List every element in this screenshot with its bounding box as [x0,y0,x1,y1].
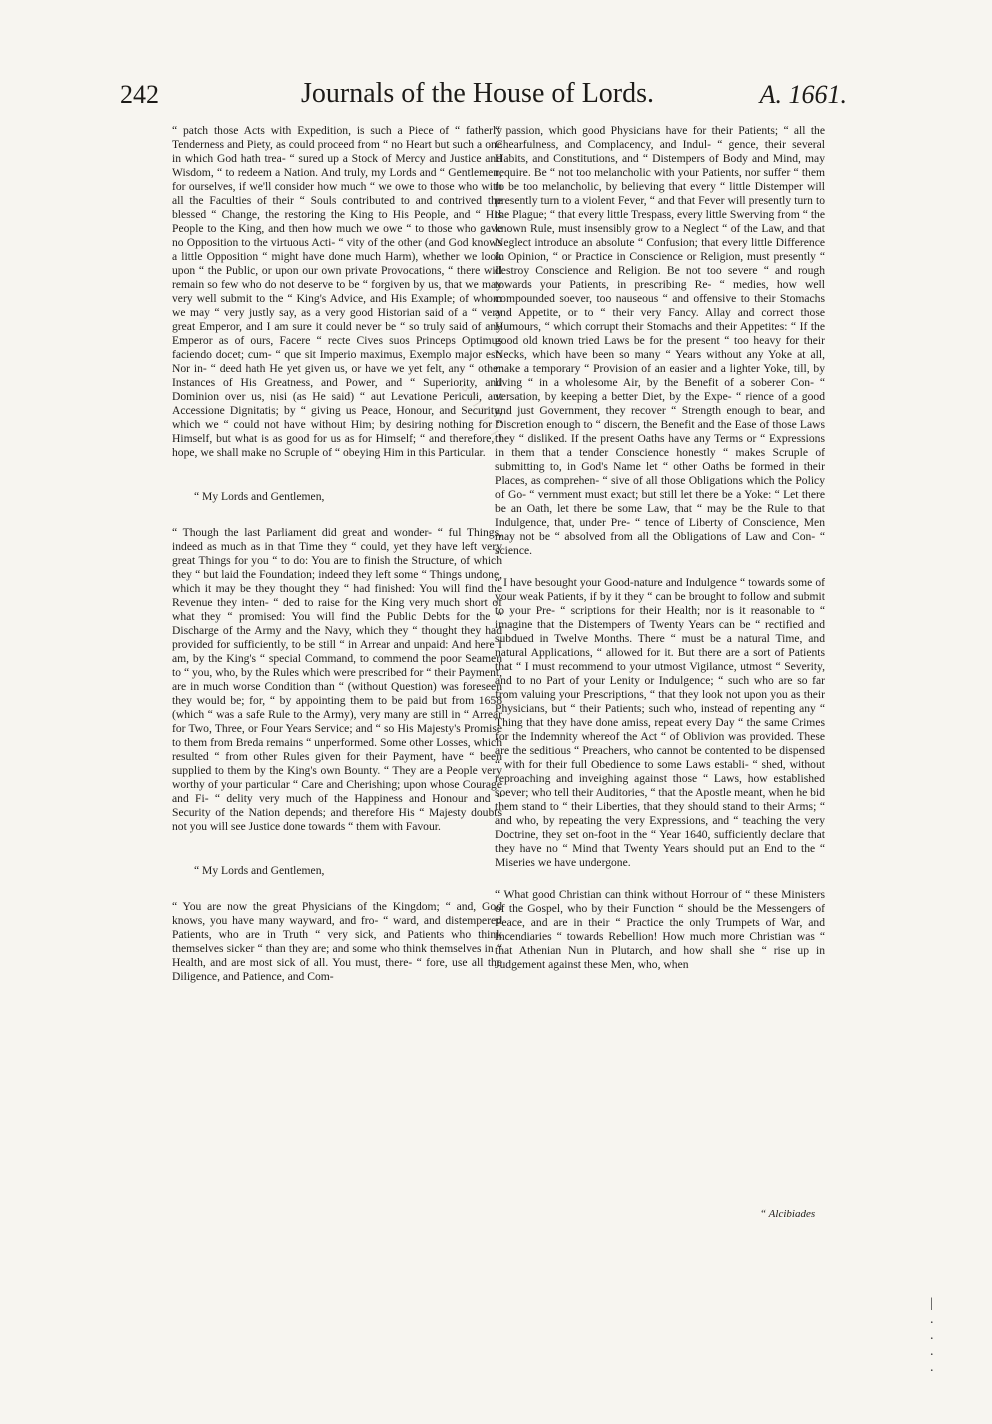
section-heading-1: “ My Lords and Gentlemen, [194,490,325,503]
left-paragraph-1: “ patch those Acts with Expedition, is such a Piece of “ fatherly Tenderness and Piety, as could proceed from “ no Heart but such a one in which God hath trea- “ sured up a Stock of Mercy and Justice and Wisdom, “ to redeem a Nation. And truly, my Lords and “ Gentlemen, for ourselves, if we'll consider how much “ we owe to those who with all the Faculties of their “ Souls contributed to and contrived the blessed “ Change, the restoring the King to His People, and “ His People to the King, and then how much we owe “ to those who gave no Opposition to the virtuous Acti- “ vity of the other (and God knows a little Opposition “ might have done much Harm), whether we look upon “ the Public, or upon our own private Provocations, “ there will remain so few who do not deserve to be “ forgiven by us, that we may very well submit to the “ King's Advice, and His Example; of whom we may “ very justly say, as a very good Historian said of a “ very great Emperor, and I am sure it could never be “ so truly said of any Emperor as of ours, Facere “ recte Cives suos Princeps Optimus faciendo docet; cum- “ que sit Imperio maximus, Exemplo major est: Nor in- “ deed hath He yet given us, or have we yet felt, any “ other Instances of His Greatness, and Power, and “ Superiority, and Dominion over us, nisi (as He said) “ aut Levatione Periculi, aut Accessione Dignitatis; by “ giving us Peace, Honour, and Security, which we “ could not have without Him; by desiring nothing for “ Himself, but what is as good for us as for Himself; “ and therefore, I hope, we shall make no Scruple of “ obeying Him in this Particular. [172,124,502,459]
margin-marks: | . . . . [930,1296,934,1375]
right-paragraph-3: “ What good Christian can think without Horrour of “ these Ministers of the Gospel, who by their Function “ should be the Messengers of Peace, and are in their “ Practice the only Trumpets of War, and Incendiaries “ towards Rebellion! How much more Christian was “ that Athenian Nun in Plutarch, and how shall she “ rise up in Judgement against these Men, who, when [495,888,825,971]
left-paragraph-3: “ You are now the great Physicians of the Kingdom; “ and, God knows, you have many wayward, and fro- “ ward, and distempered Patients, who are in Truth “ very sick, and Patients who think themselves sicker “ than they are; and some who think themselves in “ Health, and are most sick of all. You must, there- “ fore, use all the Diligence, and Patience, and Com- [172,900,502,983]
running-title: Journals of the House of Lords. [300,78,655,109]
catchword: “ Alcibiades [760,1208,816,1220]
section-heading-2: “ My Lords and Gentlemen, [194,864,325,877]
left-column [172,124,502,984]
right-paragraph-2: “ I have besought your Good-nature and Indulgence “ towards some of your weak Patients, if by it they “ can be brought to follow and submit to your Pre- “ scriptions for their Health; nor is it reasonable to “ imagine that the Distempers of Twenty Years can be “ rectified and subdued in Twelve Months. There “ must be a natural Time, and natural Applications, “ allowed for it. But there are a sort of Patients that “ I must recommend to your utmost Vigilance, utmost “ Severity, and to no Part of your Lenity or Indulgence; “ such who are so far from valuing your Prescriptions, “ that they look not upon you as their Physicians, but “ their Patients; such who, instead of repenting any “ Thing that they have done amiss, repeat every Day “ the same Crimes for the Indemnity whereof the Act “ of Oblivion was provided. These are the seditious “ Preachers, who cannot be contented to be dispensed “ with for their full Obedience to some Laws establi- “ shed, without reproaching and inveighing against those “ Laws, how established soever; who tell their Auditories, “ that the Apostle meant, when he bid them stand to “ their Liberties, that they should stand to their Arms; “ and who, by repeating the very Expressions, and “ teaching the very Doctrine, they set on-foot in the “ Year 1640, sufficiently declare that they have no “ Mind that Twenty Years should put an End to the “ Miseries we have undergone. [495,576,825,869]
page-number: 242 [120,80,159,109]
running-header [120,74,847,118]
left-paragraph-2: “ Though the last Parliament did great and wonder- “ ful Things, indeed as much as in that Time they “ could, yet they have left very great Things for you “ to do: You are to finish the Structure, of which they “ but laid the Foundation; indeed they left some “ Things undone, which it may be they thought they “ had finished: You will find the Revenue they inten- “ ded to raise for the King very much short of what they “ promised: You will find the Public Debts for the “ Discharge of the Army and the Navy, which they “ thought they had provided for sufficiently, to be still “ in Arrear and unpaid: And here I am, by the King's “ special Command, to commend the poor Seamen to “ you, who, by the Rules which were prescribed for “ their Payment, are in much worse Condition than “ (without Question) was foreseen they would be; for, “ by appointing them to be paid but from 1658 (which “ was a safe Rule to the Army), very many are still in “ Arrear for Two, Three, or Four Years Service; and “ so His Majesty's Promise to them from Breda remains “ unperformed. Some other Losses, which resulted “ from other Rules given for their Payment, have “ been supplied to them by the King's own Bounty. “ They are a People very worthy of your particular “ Care and Cherishing; upon whose Courage and Fi- “ delity very much of the Happiness and Honour and “ Security of the Nation depends; and therefore His “ Majesty doubts not you will see Justice done towards “ them with Favour. [172,526,502,833]
right-column [495,124,825,972]
right-paragraph-1: “ passion, which good Physicians have for their Patients; “ all the Chearfulness, and Complacency, and Indul- “ gence, their several Habits, and Constitutions, and “ Distempers of Body and Mind, may require. Be “ not too melancholic with your Patients, nor suffer “ them to be too melancholic, by believing that every “ little Distemper will presently turn to a violent Fever, “ and that Fever will presently turn to the Plague; “ that every little Trespass, every little Swerving from “ the known Rule, must insensibly grow to a Neglect “ of the Law, and that Neglect introduce an absolute “ Confusion; that every little Difference in Opinion, “ or Practice in Conscience or Religion, must presently “ destroy Conscience and Religion. Be not too severe “ and rough towards your Patients, in prescribing Re- “ medies, how well compounded soever, too nauseous “ and offensive to their Stomachs and Appetite, or to “ their very Fancy. Allay and correct those Humours, “ which corrupt their Stomachs and their Appetites: “ If the good old known tried Laws be for the present “ too heavy for their Necks, which have been so many “ Years without any Yoke at all, make a temporary “ Provision of an easier and a lighter Yoke, till, by living “ in a wholesome Air, by the Benefit of a soberer Con- “ versation, by keeping a better Diet, by the Expe- “ rience of a good and just Government, they recover “ Strength enough to bear, and Discretion enough to “ discern, the Benefit and the Ease of those Laws they “ disliked. If the present Oaths have any Terms or “ Expressions in them that a tender Conscience honestly “ makes Scruple of submitting to, in God's Name let “ other Oaths be formed in their Places, as comprehen- “ sive of all those Obligations which the Policy of Go- “ vernment must exact; but still let there be a Yoke: “ Let there be an Oath, let there be some Law, that “ may be the Rule to that Indulgence, that, under Pre- “ tence of Liberty of Conscience, Men may not be “ absolved from all the Obligations of Law and Con- “ science. [495,124,825,557]
library-stamp: BRITISH [458,380,506,445]
year-label: A. 1661. [759,80,847,109]
